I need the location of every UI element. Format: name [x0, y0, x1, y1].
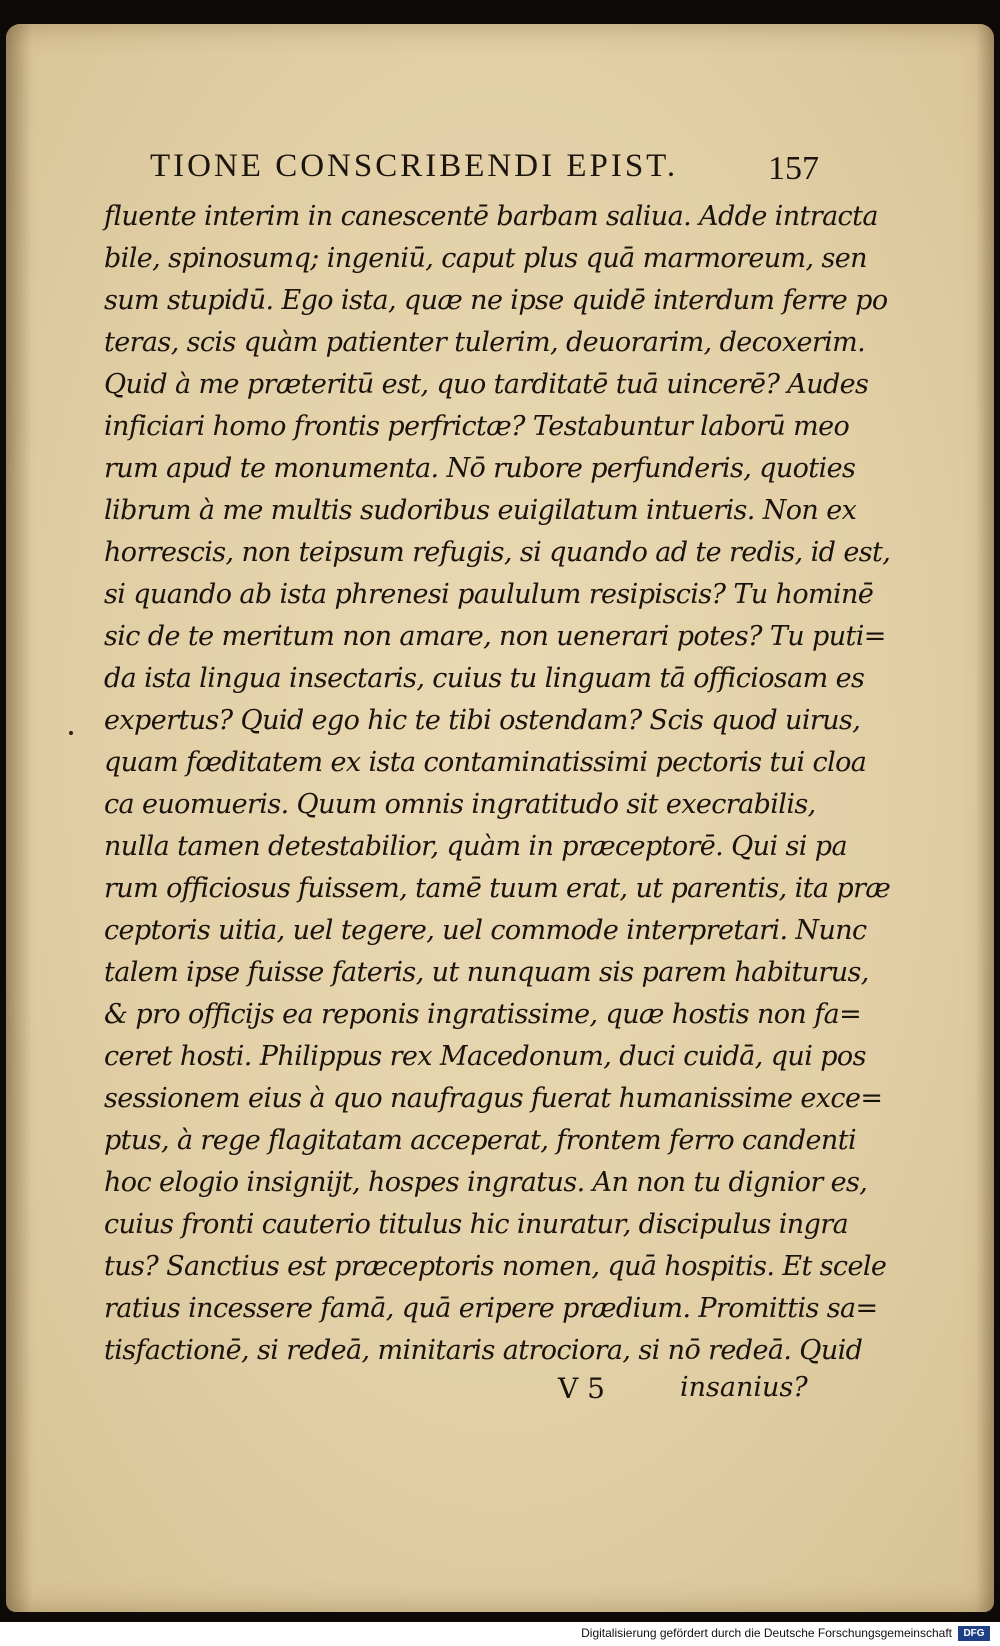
text-line: tisfactionē, si redeā, minitaris atrociora, si nō redeā. Quid — [104, 1335, 863, 1366]
ink-speck — [69, 731, 73, 735]
text-line: tus? Sanctius est præceptoris nomen, quā hospitis. Et scele — [104, 1251, 887, 1282]
running-head: TIONE CONSCRIBENDI EPIST. — [150, 148, 679, 184]
text-line: talem ipse fuisse fateris, ut nunquam sis parem habiturus, — [104, 957, 869, 988]
text-line: rum officiosus fuissem, tamē tuum erat, ut parentis, ita præ — [104, 873, 891, 904]
catchword: insanius? — [680, 1372, 808, 1403]
text-line: Quid à me præteritū est, quo tarditatē tuā uincerē? Audes — [104, 369, 869, 400]
text-line: inficiari homo frontis perfrictæ? Testabuntur laborū meo — [104, 411, 850, 442]
text-line: & pro officijs ea reponis ingratissime, quæ hostis non fa= — [104, 999, 862, 1030]
text-line: quam fœditatem ex ista contaminatissimi pectoris tui cloa — [104, 747, 867, 778]
text-line: ceptoris uitia, uel tegere, uel commode interpretari. Nunc — [104, 915, 867, 946]
text-line: horrescis, non teipsum refugis, si quando ad te redis, id est, — [104, 537, 891, 568]
text-line: rum apud te monumenta. Nō rubore perfunderis, quoties — [104, 453, 856, 484]
page-edge-shadow — [976, 24, 994, 1612]
signature-mark: V 5 — [558, 1372, 605, 1405]
dfg-logo: DFG — [958, 1626, 990, 1641]
text-line: ceret hosti. Philippus rex Macedonum, duci cuidā, qui pos — [104, 1041, 866, 1072]
text-line: nulla tamen detestabilior, quàm in præceptorē. Qui si pa — [104, 831, 847, 862]
funding-credit-bar — [0, 1622, 1000, 1646]
text-line: ca euomueris. Quum omnis ingratitudo sit execrabilis, — [104, 789, 816, 820]
text-line: hoc elogio insignijt, hospes ingratus. An non tu dignior es, — [104, 1167, 868, 1198]
text-line: da ista lingua insectaris, cuius tu linguam tā officiosam es — [104, 663, 865, 694]
page-number: 157 — [768, 150, 819, 187]
text-line: ptus, à rege flagitatam acceperat, frontem ferro candenti — [104, 1125, 857, 1156]
text-line: fluente interim in canescentē barbam saliua. Adde intracta — [104, 201, 878, 232]
page-gutter-shadow — [6, 24, 32, 1612]
text-line: teras, scis quàm patienter tulerim, deuorarim, decoxerim. — [104, 327, 866, 358]
text-line: sessionem eius à quo naufragus fuerat humanissime exce= — [104, 1083, 883, 1114]
text-line: sum stupidū. Ego ista, quæ ne ipse quidē interdum ferre po — [104, 285, 888, 316]
text-line: sic de te meritum non amare, non uenerari potes? Tu puti= — [104, 621, 886, 652]
text-line: expertus? Quid ego hic te tibi ostendam? Scis quod uirus, — [104, 705, 861, 736]
text-line: cuius fronti cauterio titulus hic inuratur, discipulus ingra — [104, 1209, 849, 1240]
body-text — [104, 196, 891, 1372]
funding-note: Digitalisierung gefördert durch die Deutsche Forschungsgemeinschaft — [581, 1626, 952, 1640]
text-line: librum à me multis sudoribus euigilatum intueris. Non ex — [104, 495, 857, 526]
text-line: bile, spinosumq; ingeniū, caput plus quā marmoreum, sen — [104, 243, 867, 274]
text-line: si quando ab ista phrenesi paululum resipiscis? Tu hominē — [104, 579, 874, 610]
text-line: ratius incessere famā, quā eripere prædium. Promittis sa= — [104, 1293, 878, 1324]
